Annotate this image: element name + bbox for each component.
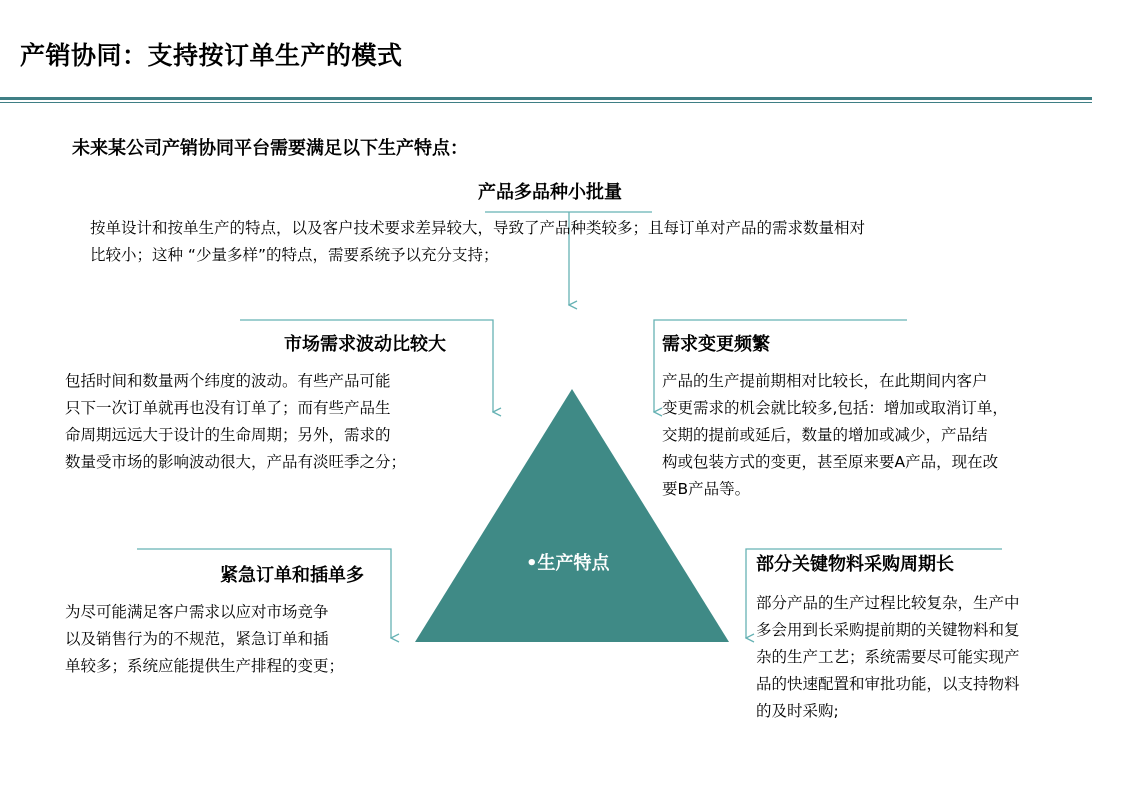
center-label: •生产特点 (526, 553, 610, 574)
right-upper-title: 需求变更频繁 (662, 334, 770, 355)
text-line: 要B产品等。 (662, 480, 751, 498)
text-line: 杂的生产工艺；系统需要尽可能实现产 (756, 648, 1020, 666)
text-line: 多会用到长采购提前期的关键物料和复 (756, 621, 1020, 639)
page-title: 产销协同：支持按订单生产的模式 (20, 41, 403, 70)
text-line: 按单设计和按单生产的特点，以及客户技术要求差异较大，导致了产品种类较多；且每订单对产品的需求数量相对 (90, 219, 866, 237)
left-upper-text (65, 368, 475, 476)
text-line: 构或包装方式的变更，甚至原来要A产品，现在改 (662, 453, 999, 471)
text-line: 交期的提前或延后，数量的增加或减少，产品结 (662, 426, 988, 444)
text-line: 数量受市场的影响波动很大，产品有淡旺季之分； (65, 453, 407, 471)
text-line: 为尽可能满足客户需求以应对市场竞争 (65, 603, 329, 621)
top-block-text (90, 215, 1050, 269)
text-line: 包括时间和数量两个纬度的波动。有些产品可能 (65, 372, 391, 390)
text-line: 只下一次订单就再也没有订单了；而有些产品生 (65, 399, 391, 417)
text-line: 比较小；这种 “少量多样”的特点，需要系统予以充分支持； (90, 246, 499, 264)
right-upper-text (662, 368, 1082, 503)
left-lower-text (65, 599, 395, 680)
left-lower-title: 紧急订单和插单多 (220, 565, 364, 586)
right-lower-text (756, 590, 1086, 725)
intro-text: 未来某公司产销协同平台需要满足以下生产特点： (72, 138, 468, 159)
left-upper-title: 市场需求波动比较大 (284, 334, 446, 355)
text-line: 品的快速配置和审批功能，以支持物料 (756, 675, 1020, 693)
text-line: 的及时采购; (756, 702, 839, 720)
text-line: 单较多；系统应能提供生产排程的变更； (65, 657, 345, 675)
top-block-title: 产品多品种小批量 (478, 182, 622, 203)
text-line: 部分产品的生产过程比较复杂，生产中 (756, 594, 1020, 612)
text-line: 命周期远远大于设计的生命周期；另外，需求的 (65, 426, 391, 444)
right-lower-title: 部分关键物料采购周期长 (756, 554, 954, 575)
text-line: 变更需求的机会就比较多,包括：增加或取消订单， (662, 399, 1008, 417)
text-line: 以及销售行为的不规范，紧急订单和插 (65, 630, 329, 648)
text-line: 产品的生产提前期相对比较长，在此期间内客户 (662, 372, 988, 390)
